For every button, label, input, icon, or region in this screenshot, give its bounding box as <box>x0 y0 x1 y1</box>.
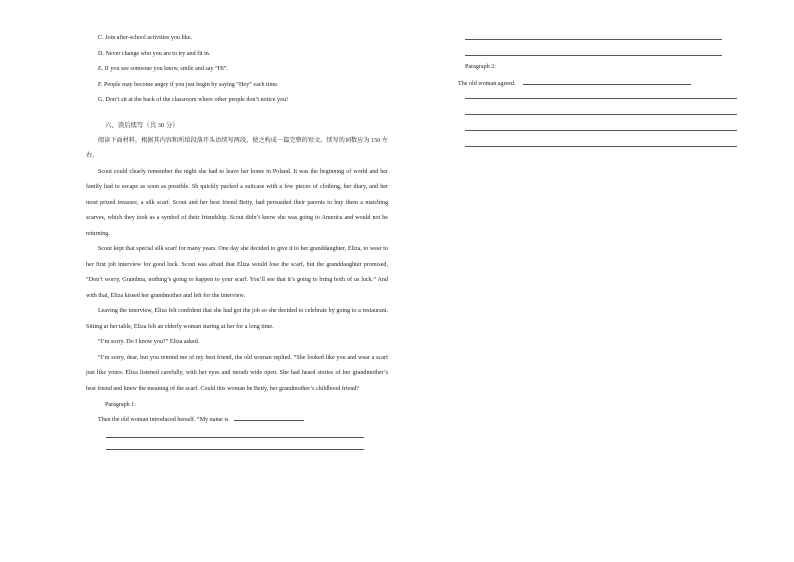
section-title: 六、读后续写（共 30 分） <box>105 121 179 129</box>
options-list <box>86 31 388 109</box>
answer-line[interactable] <box>106 437 364 438</box>
option-c: C. Join after-school activities you like. <box>98 35 193 41</box>
option-f: F. People may become angry if you just begin by saying “Hey” each time. <box>98 81 279 88</box>
story-paragraph-2: Scout kept that special silk scarf for many years. One day she decided to give it to her granddaughter, Eliza, to wear to her first job interview for good luck. Scout was afraid that Eliza would lose the scarf, but the granddaughter promised, “Don’t worry, Grandma, nothing’s going to happen to your scarf. You’ll see that it’s going to bring both of us luck.” And with that, Eliza kissed her grandmother and left for the interview. <box>86 246 388 299</box>
story-paragraph-5: “I’m sorry, dear, but you remind me of my best friend, the old woman replied. “She looked like you and wear a scarf just like yours. Eliza listened carefully, with her eyes and mouth wide open. She had heard stories of her grandmother’s best friend and knew the meaning of the scarf. Could this woman be Betty, her grandmother’s childhood friend? <box>86 354 388 392</box>
option-g: G. Don’t sit at the back of the classroom where other people don’t notice you! <box>98 97 289 104</box>
story-paragraph-3: Leaving the interview, Eliza felt confident that she had got the job so she decided to celebrate by going to a restaurant. Sitting at her table, Eliza felt an elderly woman staring at her for a long time. <box>86 308 388 330</box>
answer-line[interactable] <box>465 55 722 56</box>
answer-line[interactable] <box>465 130 737 131</box>
paragraph1-name-blank[interactable] <box>234 414 304 421</box>
paragraph2-opening: The old woman agreed. <box>458 81 516 87</box>
answer-line[interactable] <box>465 39 722 40</box>
option-e: E. If you see someone you know, smile and say “Hi”. <box>98 66 229 73</box>
paragraph1-opening-line <box>86 414 388 426</box>
answer-line[interactable] <box>106 449 364 450</box>
right-column <box>458 31 738 147</box>
left-column <box>86 31 388 450</box>
paragraph1-label: Paragraph 1: <box>105 402 136 409</box>
section-instruction: 阅读下面材料，根据其内容和所给段落开头语续写两段，使之构成一篇完整的短文。续写的词数应为 150 左右。 <box>86 137 388 160</box>
answer-line[interactable] <box>465 98 737 99</box>
answer-line[interactable] <box>465 146 737 147</box>
paragraph2-blank[interactable] <box>523 78 691 85</box>
paragraph1-opening: Then the old woman introduced herself. “My name is <box>98 417 229 424</box>
answer-line[interactable] <box>465 114 737 115</box>
paragraph2-opening-line <box>458 78 738 90</box>
story-paragraph-4: “I’m sorry. Do I know you?” Eliza asked. <box>98 339 200 346</box>
option-d: D. Never change who you are to try and fit in. <box>98 50 211 57</box>
paragraph2-label: Paragraph 2: <box>465 64 496 70</box>
story-paragraph-1: Scout could clearly remember the night she had to leave her home in Poland. It was the beginning of world and her family had to escape as soon as possible. Sh quickly packed a suitcase with a few pieces of clothing, her diary, and her most prized treasure, a silk scarf. Scout and her best friend Betty, had persuaded their parents to buy them a matching scarves, which they took as a symbol of their friendship. Scout didn’t know she was going to America and would not be returning. <box>86 168 388 237</box>
